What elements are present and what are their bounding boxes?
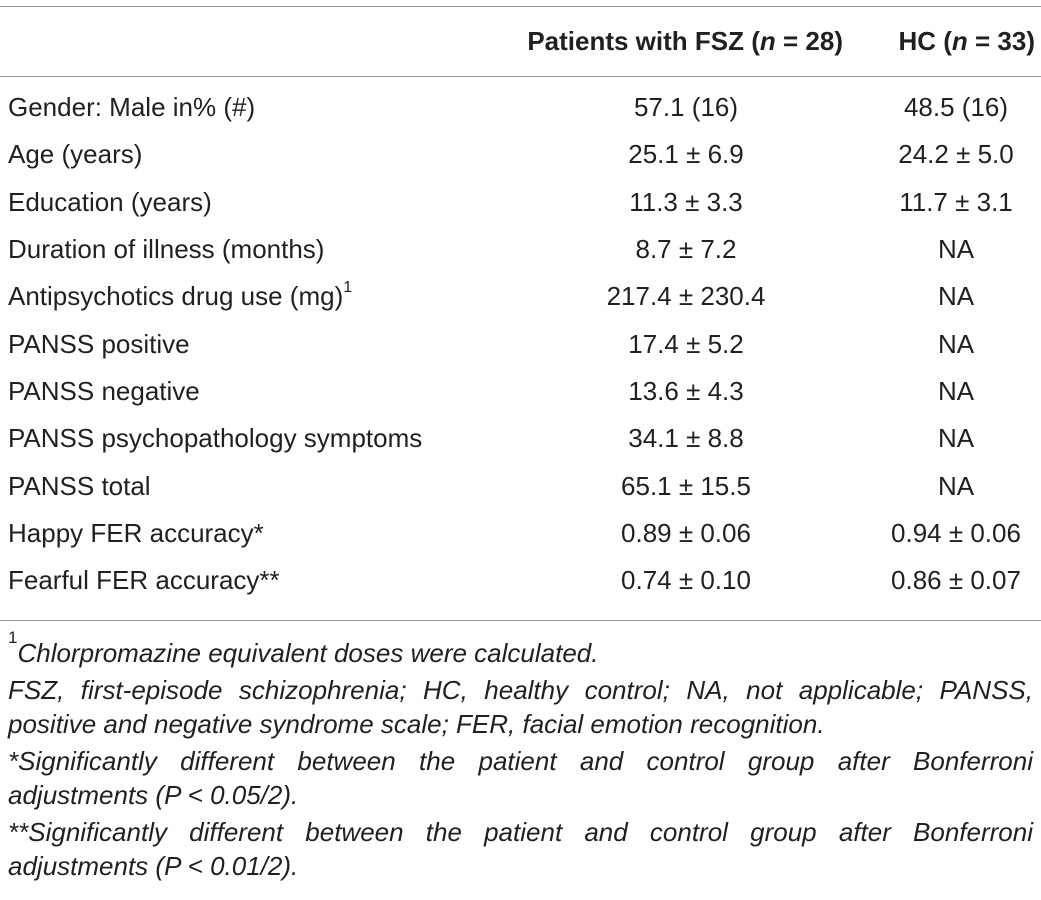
cell-hc-value: 11.7 ± 3.1 xyxy=(899,186,1013,217)
table-row xyxy=(0,462,1041,509)
row-label: Age (years) xyxy=(8,139,143,170)
row-label: Education (years) xyxy=(8,186,212,217)
cell-hc-value: NA xyxy=(937,470,975,501)
footnote-single-star: *Significantly different between the patient and control group after Bonferroni adjustments (P < 0.05/2). xyxy=(8,745,1033,810)
row-label: Duration of illness (months) xyxy=(8,234,325,265)
table-row xyxy=(0,179,1041,226)
table-header-row xyxy=(0,7,1041,76)
table-row xyxy=(0,415,1041,462)
cell-fsz-value: 0.89 ± 0.06 xyxy=(621,517,751,548)
table-bottom-rule xyxy=(0,620,1041,621)
row-label: Happy FER accuracy* xyxy=(8,517,264,548)
table-row xyxy=(0,226,1041,273)
cell-fsz-value: 8.7 ± 7.2 xyxy=(635,234,737,265)
header-fsz-column: Patients with FSZ (n = 28) xyxy=(527,26,843,56)
footnote-1-mark: 1 xyxy=(8,628,18,648)
cell-fsz-value: 11.3 ± 3.3 xyxy=(629,186,743,217)
cell-hc-value: NA xyxy=(937,423,975,454)
cell-fsz-value: 17.4 ± 5.2 xyxy=(628,328,744,359)
table-row xyxy=(0,320,1041,367)
row-label: PANSS negative xyxy=(8,375,200,406)
demographics-table xyxy=(0,7,1041,604)
row-label: Antipsychotics drug use (mg)$^1$ xyxy=(8,278,353,312)
cell-hc-value: NA xyxy=(937,234,975,265)
table-row xyxy=(0,557,1041,604)
row-label: PANSS positive xyxy=(8,328,190,359)
table-row xyxy=(0,76,1041,131)
table-row xyxy=(0,510,1041,557)
row-label: Gender: Male in% (#) xyxy=(8,92,256,123)
table-footnotes xyxy=(8,628,1033,886)
cell-fsz-value: 57.1 (16) xyxy=(633,92,739,123)
cell-hc-value: 24.2 ± 5.0 xyxy=(898,139,1014,170)
table-row xyxy=(0,131,1041,178)
cell-fsz-value: 0.74 ± 0.10 xyxy=(621,565,751,596)
footnote-1: $^1$Chlorpromazine equivalent doses were calculated. xyxy=(8,628,599,668)
table-row xyxy=(0,273,1041,320)
row-label: PANSS total xyxy=(8,470,151,501)
cell-fsz-value: 13.6 ± 4.3 xyxy=(628,375,744,406)
cell-fsz-value: 217.4 ± 230.4 xyxy=(606,281,766,312)
cell-hc-value: 0.94 ± 0.06 xyxy=(891,517,1021,548)
footnote-abbreviations: FSZ, first-episode schizophrenia; HC, healthy control; NA, not applicable; PANSS, positive and negative syndrome scale; FER, facial emotion recognition. xyxy=(8,674,1033,739)
cell-fsz-value: 65.1 ± 15.5 xyxy=(621,470,751,501)
cell-fsz-value: 34.1 ± 8.8 xyxy=(628,423,744,454)
header-label-column xyxy=(0,7,505,76)
cell-fsz-value: 25.1 ± 6.9 xyxy=(628,139,744,170)
cell-hc-value: 0.86 ± 0.07 xyxy=(891,565,1021,596)
row-label-superscript: 1 xyxy=(343,278,353,296)
table-body xyxy=(0,76,1041,604)
cell-hc-value: 48.5 (16) xyxy=(903,92,1009,123)
row-label: PANSS psychopathology symptoms xyxy=(8,423,423,454)
cell-hc-value: NA xyxy=(937,375,975,406)
footnote-double-star: **Significantly different between the patient and control group after Bonferroni adjustments (P < 0.01/2). xyxy=(8,816,1033,881)
cell-hc-value: NA xyxy=(937,281,975,312)
header-hc-column: HC (n = 33) xyxy=(898,26,1035,56)
table-row xyxy=(0,368,1041,415)
cell-hc-value: NA xyxy=(937,328,975,359)
row-label: Fearful FER accuracy** xyxy=(8,565,280,596)
